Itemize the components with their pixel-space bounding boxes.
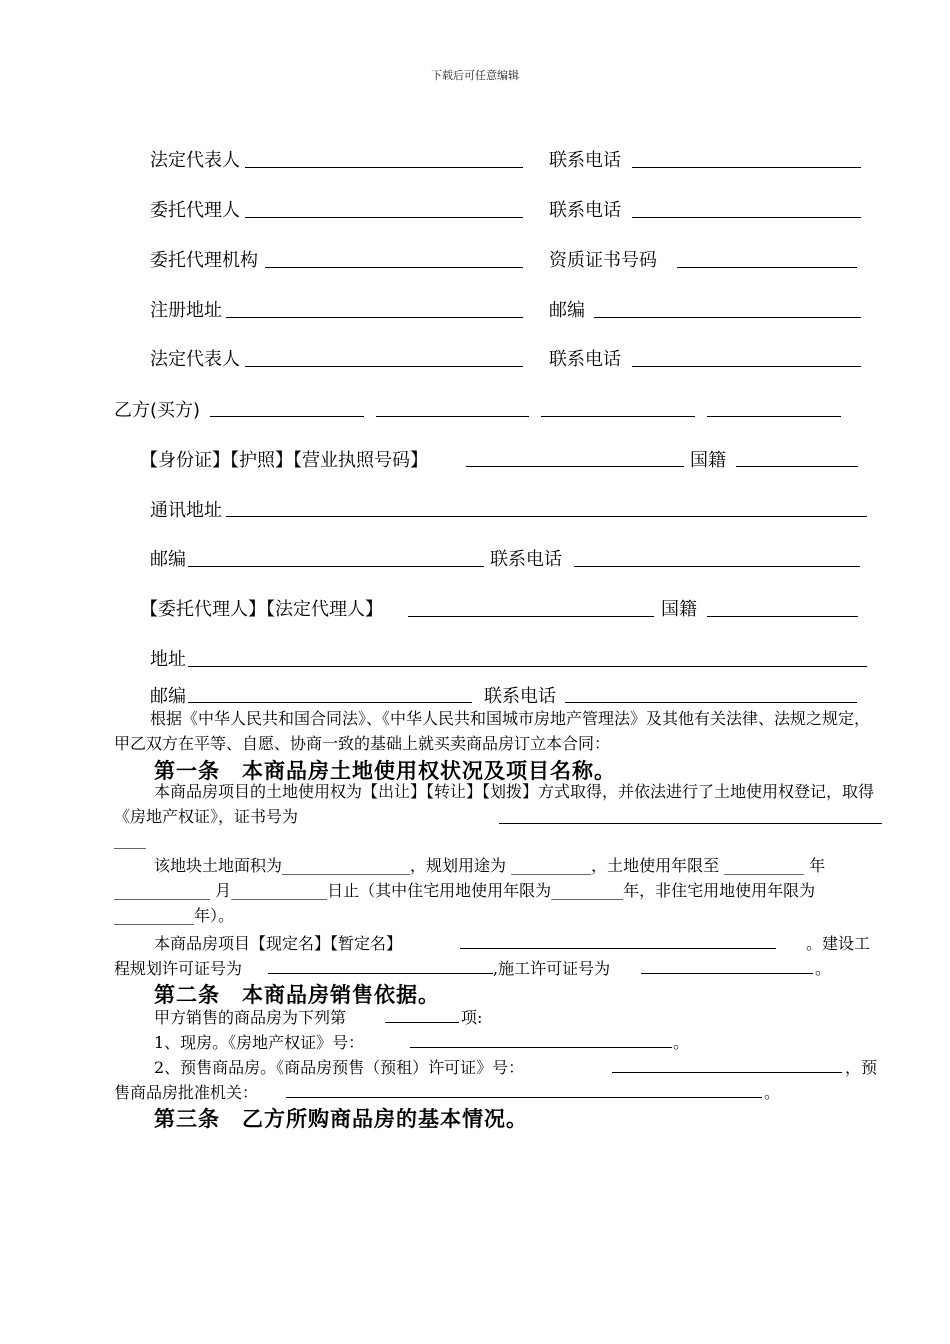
- construction-permit-field[interactable]: [641, 973, 813, 974]
- addr-field[interactable]: [188, 666, 867, 667]
- addr-label: 地址: [150, 649, 186, 670]
- agent-name-field[interactable]: [408, 616, 654, 617]
- buyer-zip-label: 邮编: [150, 549, 186, 570]
- agency-field[interactable]: [265, 267, 523, 268]
- id-number-field[interactable]: [466, 466, 684, 467]
- approval-authority-field[interactable]: [286, 1097, 762, 1098]
- planning-permit-field[interactable]: [268, 973, 493, 974]
- article1-title: 第一条 本商品房土地使用权状况及项目名称。: [154, 759, 616, 783]
- article2-p2a: 1、现房。《房地产权证》号：: [154, 1033, 365, 1052]
- reg-addr-label: 注册地址: [150, 300, 222, 321]
- agent-phone-label: 联系电话: [549, 200, 621, 221]
- agent-field[interactable]: [245, 217, 523, 218]
- article2-p1a: 甲方销售的商品房为下列第: [154, 1008, 347, 1027]
- nationality2-label: 国籍: [661, 599, 697, 620]
- id-types-label: 【身份证】【护照】【营业执照号码】: [140, 450, 428, 471]
- article2-title: 第二条 本商品房销售依据。: [154, 983, 440, 1007]
- cert-field[interactable]: [677, 267, 857, 268]
- article1-p1: 本商品房项目的土地使用权为【出让】【转让】【划拨】方式取得，并依法进行了土地使用权登记，取得《房地产权证》，证书号为: [114, 782, 875, 826]
- agent-phone-field[interactable]: [632, 217, 861, 218]
- article2-p3b: ，预: [845, 1058, 878, 1077]
- phone2-label: 联系电话: [549, 349, 621, 370]
- article2-p3c: 售商品房批准机关：: [114, 1083, 259, 1102]
- page-header-note: 下载后可任意编辑: [431, 69, 519, 82]
- article2-p2b: 。: [673, 1033, 690, 1052]
- article2-p3a: 2、预售商品房。《商品房预售（预租）许可证》号：: [154, 1058, 525, 1077]
- zip-field[interactable]: [594, 317, 861, 318]
- buyer-phone-field[interactable]: [574, 566, 860, 567]
- phone-field[interactable]: [632, 167, 861, 168]
- buyer-phone2-label: 联系电话: [484, 686, 556, 707]
- article2-p1b: 项:: [461, 1008, 483, 1027]
- nationality-field[interactable]: [736, 466, 858, 467]
- buyer-phone-label: 联系电话: [490, 549, 562, 570]
- reg-addr-field[interactable]: [226, 317, 523, 318]
- buyer-zip-field[interactable]: [188, 566, 484, 567]
- address-field[interactable]: [226, 516, 867, 517]
- nationality2-field[interactable]: [707, 616, 858, 617]
- cert-label: 资质证书号码: [549, 250, 657, 271]
- nationality-label: 国籍: [690, 450, 726, 471]
- article1-p1-tail: ____: [114, 830, 146, 849]
- article1-p3d: ,施工许可证号为: [493, 959, 611, 978]
- certificate-number-field[interactable]: [499, 823, 882, 824]
- buyer-title: 乙方(买方): [114, 400, 201, 421]
- agent-types-label: 【委托代理人】【法定代理人】: [140, 599, 383, 620]
- phone2-field[interactable]: [632, 366, 861, 367]
- buyer-zip2-field[interactable]: [188, 702, 472, 703]
- address-label: 通讯地址: [150, 500, 222, 521]
- property-cert-field[interactable]: [410, 1047, 672, 1048]
- item-number-field[interactable]: [385, 1022, 459, 1023]
- preamble-paragraph: 根据《中华人民共和国合同法》、《中华人民共和国城市房地产管理法》及其他有关法律、法规之规定，甲乙双方在平等、自愿、协商一致的基础上就买卖商品房订立本合同：: [114, 709, 871, 753]
- legal-rep2-label: 法定代表人: [150, 349, 240, 370]
- article1-p2: 该地块土地面积为________________，规划用途为 __________，土地使用年限至 __________ 年____________ 月____________日止（其中住宅用地使用年限为_________年，非住宅用地使用年限为__________年）。: [114, 856, 826, 925]
- legal-rep2-field[interactable]: [245, 366, 523, 367]
- phone-label: 联系电话: [549, 150, 621, 171]
- buyer-field-4[interactable]: [707, 416, 841, 417]
- agency-label: 委托代理机构: [150, 250, 258, 271]
- article1-p3c: 程规划许可证号为: [114, 959, 243, 978]
- article2-p3d: 。: [764, 1083, 781, 1102]
- agent-label: 委托代理人: [150, 200, 240, 221]
- legal-rep-label: 法定代表人: [150, 150, 240, 171]
- buyer-field-3[interactable]: [541, 416, 695, 417]
- presale-permit-field[interactable]: [612, 1072, 842, 1073]
- article1-p3e: 。: [815, 959, 832, 978]
- buyer-phone2-field[interactable]: [565, 702, 857, 703]
- buyer-zip2-label: 邮编: [150, 686, 186, 707]
- buyer-field-2[interactable]: [376, 416, 529, 417]
- project-name-field[interactable]: [460, 948, 776, 949]
- article3-title: 第三条 乙方所购商品房的基本情况。: [154, 1107, 528, 1131]
- buyer-field-1[interactable]: [210, 416, 364, 417]
- legal-rep-field[interactable]: [245, 167, 523, 168]
- article1-p3a: 本商品房项目【现定名】【暂定名】: [154, 934, 403, 953]
- zip-label: 邮编: [549, 300, 585, 321]
- article1-p3b: 。建设工: [806, 934, 871, 953]
